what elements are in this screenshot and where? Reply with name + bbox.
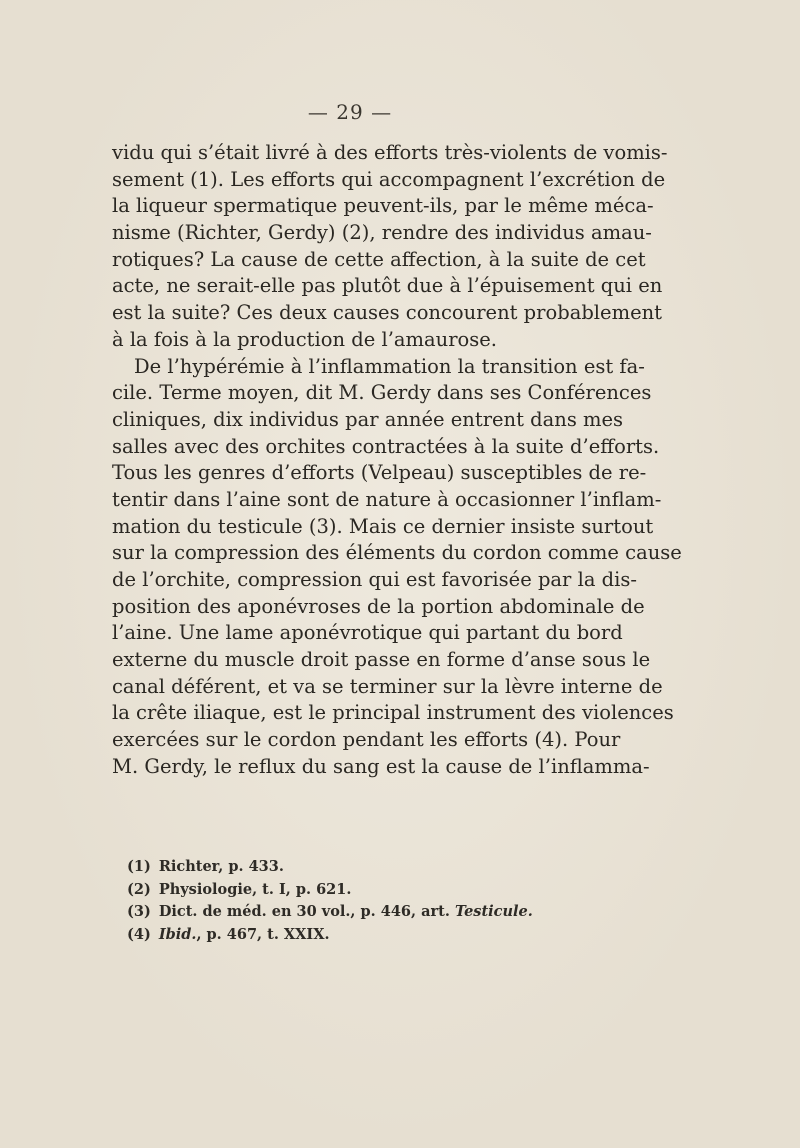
- text-line: cliniques, dix individus par année entrent dans mes: [112, 407, 624, 431]
- footnote: [127, 924, 587, 947]
- footnote-number: (4): [127, 925, 151, 943]
- text-line: la crête iliaque, est le principal instrument des violences: [112, 701, 674, 725]
- footnote-text: , p. 467, t. XXIX.: [196, 925, 330, 943]
- text-line: salles avec des orchites contractées à la suite d’efforts.: [112, 434, 660, 458]
- footnote-text: Dict. de méd. en 30 vol., p. 446, art.: [158, 903, 455, 920]
- text-line: position des aponévroses de la portion abdominale de: [112, 594, 645, 618]
- footnote-italic: Ibid.: [158, 925, 197, 943]
- text-line: sur la compression des éléments du cordon comme cause: [112, 541, 682, 565]
- text-line: sement (1). Les efforts qui accompagnent l’excrétion de: [112, 167, 666, 191]
- text-line: l’aine. Une lame aponévrotique qui partant du bord: [112, 621, 623, 645]
- text-line: est la suite? Ces deux causes concourent probablement: [112, 301, 663, 325]
- text-line: exercées sur le cordon pendant les efforts (4). Pour: [112, 728, 621, 752]
- text-line: M. Gerdy, le reflux du sang est la cause de l’inflamma-: [112, 754, 650, 778]
- text-line: acte, ne serait-elle pas plutôt due à l’épuisement qui en: [112, 274, 663, 298]
- text-line: vidu qui s’était livré à des efforts très-violents de vomis-: [112, 141, 668, 164]
- footnote: [127, 879, 587, 902]
- text-line: De l’hypérémie à l’inflammation la transition est fa-: [134, 354, 645, 378]
- footnote-number: (3): [127, 903, 151, 920]
- text-line: externe du muscle droit passe en forme d’anse sous le: [112, 648, 651, 672]
- footnote: [127, 901, 587, 924]
- text-line: canal déférent, et va se terminer sur la lèvre interne de: [112, 674, 663, 698]
- page-number: — 29 —: [307, 100, 393, 124]
- text-line: nisme (Richter, Gerdy) (2), rendre des individus amau-: [112, 221, 652, 245]
- text-line: de l’orchite, compression qui est favorisée par la dis-: [112, 568, 637, 591]
- text-line: tentir dans l’aine sont de nature à occasionner l’inflam-: [112, 487, 662, 511]
- text-line: mation du testicule (3). Mais ce dernier insiste surtout: [112, 514, 654, 538]
- footnotes: [127, 856, 587, 946]
- footnote: [127, 856, 587, 879]
- footnote-number: (2): [127, 880, 151, 898]
- footnote-italic: Testicule.: [454, 903, 533, 920]
- text-line: Tous les genres d’efforts (Velpeau) susceptibles de re-: [112, 461, 647, 485]
- text-line: la liqueur spermatique peuvent-ils, par le même méca-: [112, 194, 654, 218]
- text-line: rotiques? La cause de cette affection, à la suite de cet: [112, 247, 646, 271]
- text-line: à la fois à la production de l’amaurose.: [112, 327, 498, 351]
- text-line: cile. Terme moyen, dit M. Gerdy dans ses Conférences: [112, 381, 652, 405]
- footnote-text: Physiologie, t. I, p. 621.: [158, 880, 352, 898]
- footnote-number: (1): [127, 858, 151, 875]
- footnote-text: Richter, p. 433.: [158, 858, 284, 875]
- body-text: [112, 140, 682, 781]
